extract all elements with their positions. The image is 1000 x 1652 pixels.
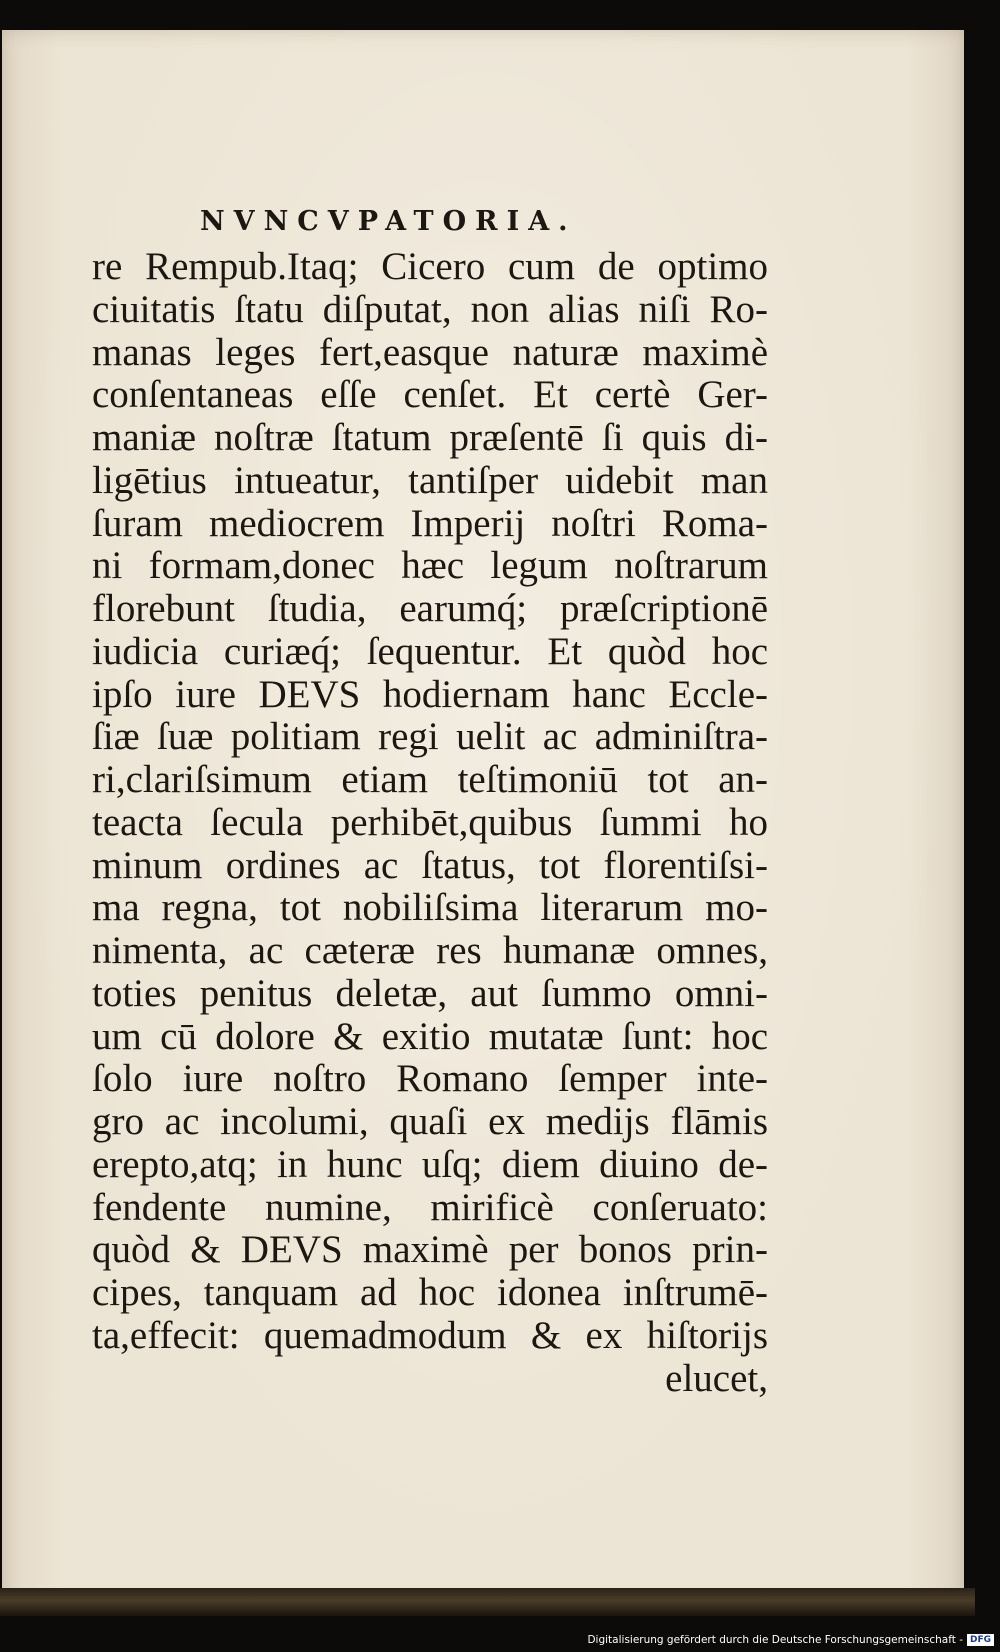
credit-text: Digitalisierung gefördert durch die Deutsche Forschungsgemeinschaft - xyxy=(587,1634,963,1646)
book-page xyxy=(2,30,964,1605)
text-line: iudicia curiæq́; ſequentur. Et quòd hoc xyxy=(92,629,768,673)
text-line: cipes, tanquam ad hoc idonea inſtrumē- xyxy=(92,1271,768,1314)
text-line: conſentaneas eſſe cenſet. Et certè Ger- xyxy=(92,373,768,417)
text-line: ciuitatis ſtatu diſputat, non alias niſi Ro- xyxy=(92,287,768,331)
text-line: fendente numine, mirificè conſeruato: xyxy=(92,1185,768,1229)
text-line: ipſo iure DEVS hodiernam hanc Eccle- xyxy=(92,672,768,716)
text-line: ligētius intueatur, tantiſper uidebit man xyxy=(92,458,768,502)
text-line: maniæ noſtræ ſtatum præſentē ſi quis di- xyxy=(92,416,768,459)
text-line: ni formam,donec hæc legum noſtrarum xyxy=(92,544,768,588)
text-line: ſuram mediocrem Imperij noſtri Roma- xyxy=(92,501,768,545)
text-line: ſiæ ſuæ politiam regi uelit ac adminiſtra- xyxy=(92,715,768,759)
running-head: NVNCVPATORIA. xyxy=(200,206,577,237)
text-line: ta,effecit: quemadmodum & ex hiſtorijs xyxy=(92,1313,768,1357)
body-text xyxy=(92,246,768,1400)
text-line: toties penitus deletæ, aut ſummo omni- xyxy=(92,971,768,1015)
book-edge xyxy=(0,1588,975,1616)
digitization-credit xyxy=(587,1634,994,1646)
text-line: teacta ſecula perhibēt,quibus ſummi ho xyxy=(92,800,768,844)
catchword: elucet, xyxy=(665,1356,768,1400)
text-line: minum ordines ac ſtatus, tot florentiſsi- xyxy=(92,843,768,887)
text-line: erepto,atq; in hunc uſq; diem diuino de- xyxy=(92,1142,768,1186)
text-line: manas leges fert,easque naturæ maximè xyxy=(92,330,768,374)
text-line: um cū dolore & exitio mutatæ ſunt: hoc xyxy=(92,1014,768,1058)
text-line: nimenta, ac cæteræ res humanæ omnes, xyxy=(92,929,768,972)
text-line: gro ac incolumi, quaſi ex medijs flāmis xyxy=(92,1100,768,1143)
text-line: quòd & DEVS maximè per bonos prin- xyxy=(92,1228,768,1272)
text-line: ſolo iure noſtro Romano ſemper inte- xyxy=(92,1057,768,1101)
text-line: re Rempub.Itaq; Cicero cum de optimo xyxy=(92,245,768,288)
dfg-logo: DFG xyxy=(967,1634,994,1646)
text-line: florebunt ſtudia, earumq́; præſcriptionē xyxy=(92,587,768,630)
text-line: ma regna, tot nobiliſsima literarum mo- xyxy=(92,886,768,930)
text-line: ri,clariſsimum etiam teſtimoniū tot an- xyxy=(92,758,768,801)
